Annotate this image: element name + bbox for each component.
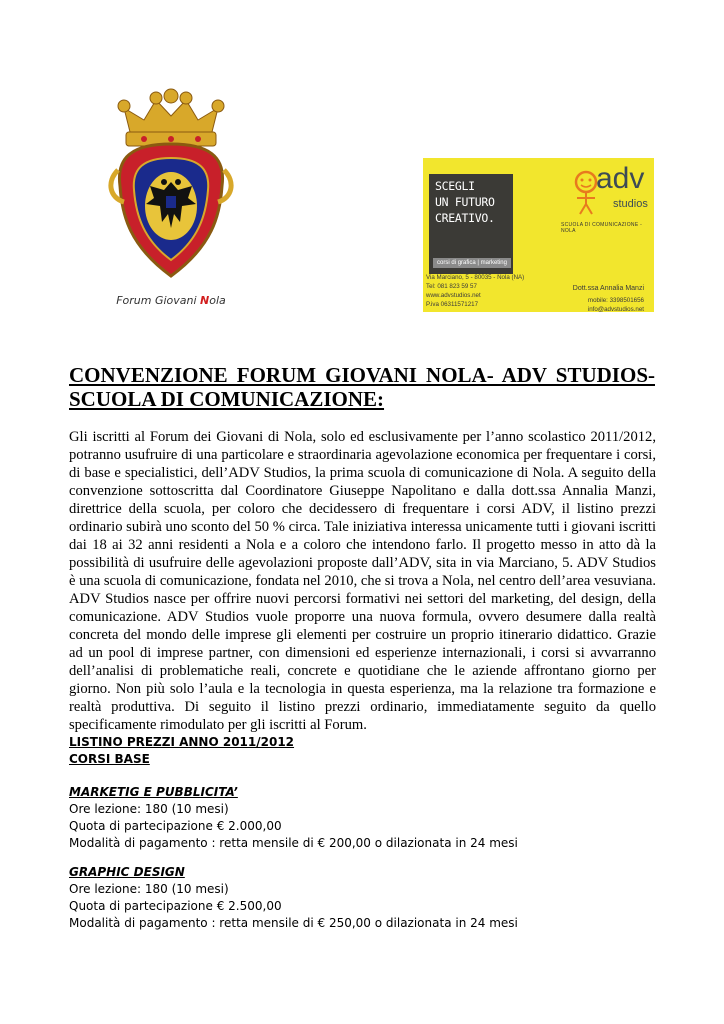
course-hours: Ore lezione: 180 (10 mesi)	[69, 802, 229, 816]
forum-giovani-nola-logo	[104, 86, 238, 318]
crest-icon	[104, 86, 238, 291]
course-name: MARKETIG E PUBBLICITA’	[69, 785, 238, 799]
slogan-text: SCEGLI UN FUTURO CREATIVO.	[435, 179, 495, 225]
card-address: Via Marciano, 5 - 80035 - Nola (NA) Tel: 081 823 59 57 www.advstudios.net P.iva 06311571217	[426, 274, 525, 308]
forum-logo-caption: Forum Giovani Nola	[116, 294, 226, 307]
course-name: GRAPHIC DESIGN	[69, 865, 185, 879]
course-fee: Quota di partecipazione € 2.500,00	[69, 899, 282, 913]
price-list-heading	[69, 734, 294, 768]
course-hours: Ore lezione: 180 (10 mesi)	[69, 882, 229, 896]
slogan-panel	[429, 174, 513, 274]
course-fee: Quota di partecipazione € 2.000,00	[69, 819, 282, 833]
document-title: CONVENZIONE FORUM GIOVANI NOLA- ADV STUDIOS-SCUOLA DI COMUNICAZIONE:	[69, 363, 655, 411]
course-payment: Modalità di pagamento : retta mensile di € 250,00 o dilazionata in 24 mesi	[69, 916, 518, 930]
price-list-title: LISTINO PREZZI ANNO 2011/2012	[69, 735, 295, 749]
course-block	[69, 784, 518, 852]
body-paragraph: Gli iscritti al Forum dei Giovani di Nola, solo ed esclusivamente per l’anno scolastico 2011/2012, potranno usufruire di una particolare e straordinaria agevolazione economica per frequentare i corsi, di base e specialistici, dell’ADV Studios, la prima scuola di comunicazione di Nola. A seguito della convenzione sottoscritta dal Coordinatore Giuseppe Napolitano e dalla dott.ssa Annalia Manzi, direttrice della scuola, per coloro che decidessero di frequentare i corsi ADV, il listino prezzi ordinario subirà uno sconto del 50 % circa. Tale iniziativa interessa unicamente tutti i giovani iscritti dai 18 ai 32 anni residenti a Nola e a coloro che intendono farlo. Il progetto messo in atto dà la possibilità di usufruire delle agevolazioni proposte dall’ADV, sita in via Marciano, 5. ADV Studios è una scuola di comunicazione, fondata nel 2010, che si trova a Nola, nel centro dell’area vesuviana. ADV Studios nasce per offrire nuovi percorsi formativi nei settori del marketing, del design, della comunicazione. ADV Studios vuole proporre una nuova formula, ovvero desumere dalla realtà concreta del mondo delle imprese gli elementi per costruire un proprio itinerario didattico. Grazie ad un pool di imprese partner, con dimensioni ed esperienze internazionali, i corsi si avvarranno dell’analisi di problematiche reali, concrete e quotidiane che le aziende affrontano giorno per giorno. Non più solo l’aula e la tecnologia in questa esperienza, ma la relazione tra formazione e realtà produttiva. Di seguito il listino prezzi ordinario, immediatamente seguito da quello specificamente rimodulato per gli iscritti al Forum.	[69, 429, 656, 733]
school-line: SCUOLA DI COMUNICAZIONE - NOLA	[561, 222, 643, 234]
price-list-subtitle: CORSI BASE	[69, 752, 150, 766]
adv-brand-name: adv	[596, 162, 645, 195]
course-payment: Modalità di pagamento : retta mensile di € 200,00 o dilazionata in 24 mesi	[69, 836, 518, 850]
card-contact-person: Dott.ssa Annalia Manzi mobile: 3398501656 info@advstudios.net	[572, 285, 644, 312]
course-block	[69, 864, 518, 932]
adv-studios-business-card	[423, 158, 654, 312]
slogan-subtitle: corsi di grafica | marketing	[433, 258, 511, 268]
adv-brand-sub: studios	[613, 198, 648, 210]
